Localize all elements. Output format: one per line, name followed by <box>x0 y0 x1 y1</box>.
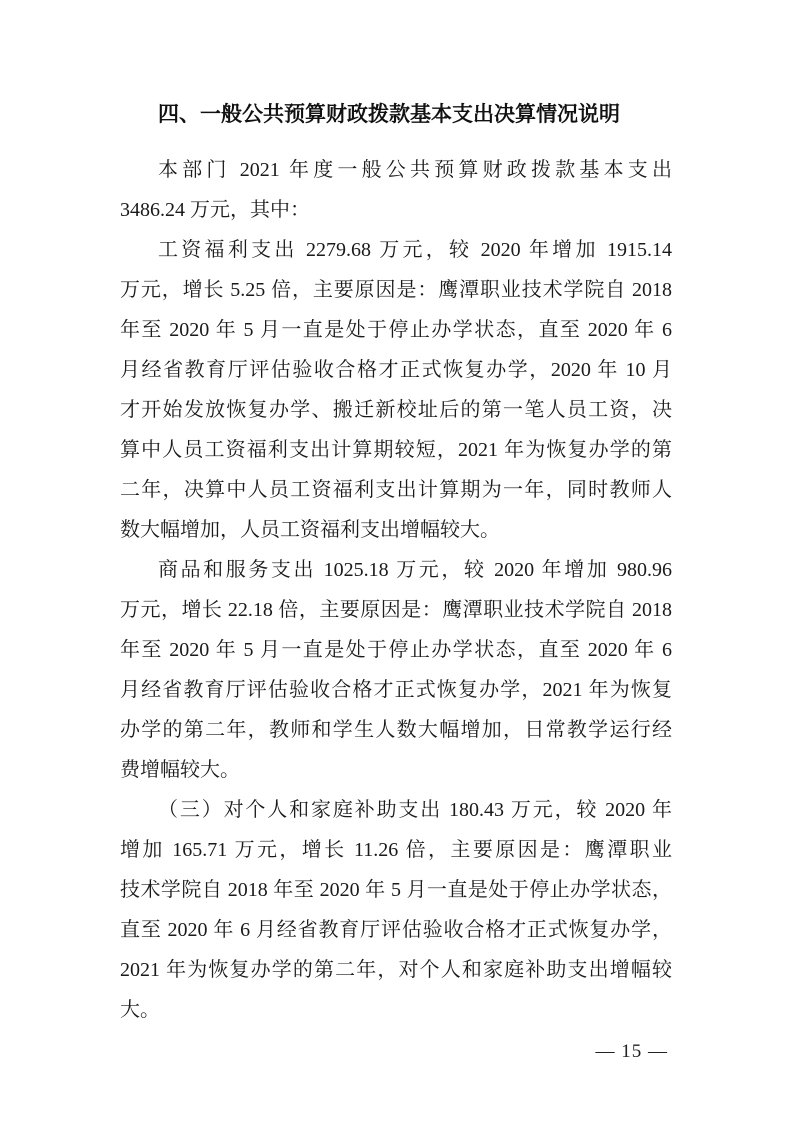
text-line: 2021 年为恢复办学的第二年，对个人和家庭补助支出增幅较 <box>120 959 672 981</box>
text-line: 本部门 2021 年度一般公共预算财政拨款基本支出 <box>158 159 672 181</box>
text-line: 数大幅增加，人员工资福利支出增幅较大。 <box>120 519 500 541</box>
text-line: 办学的第二年，教师和学生人数大幅增加，日常教学运行经 <box>120 719 672 741</box>
text-line: （三）对个人和家庭补助支出 180.43 万元，较 2020 年 <box>158 799 672 821</box>
text-line: 直至 2020 年 6 月经省教育厅评估验收合格才正式恢复办学， <box>120 919 672 941</box>
text-line: 才开始发放恢复办学、搬迁新校址后的第一笔人员工资，决 <box>120 399 672 421</box>
text-line: 二年，决算中人员工资福利支出计算期为一年，同时教师人 <box>120 479 672 501</box>
text-line: 商品和服务支出 1025.18 万元，较 2020 年增加 980.96 <box>158 559 672 581</box>
text-line: 技术学院自 2018 年至 2020 年 5 月一直是处于停止办学状态， <box>120 879 672 901</box>
text-line: 月经省教育厅评估验收合格才正式恢复办学，2020 年 10 月 <box>120 359 672 381</box>
text-line: 3486.24 万元，其中： <box>120 199 310 221</box>
text-line: 月经省教育厅评估验收合格才正式恢复办学，2021 年为恢复 <box>120 679 672 701</box>
page-number: — 15 — <box>595 1041 668 1062</box>
text-line: 万元，增长 22.18 倍，主要原因是：鹰潭职业技术学院自 2018 <box>120 599 672 621</box>
text-line: 年至 2020 年 5 月一直是处于停止办学状态，直至 2020 年 6 <box>120 639 672 661</box>
text-line: 增加 165.71 万元，增长 11.26 倍，主要原因是：鹰潭职业 <box>120 839 672 861</box>
section-heading: 四、一般公共预算财政拨款基本支出决算情况说明 <box>158 103 620 126</box>
text-line: 大。 <box>120 999 160 1021</box>
text-line: 年至 2020 年 5 月一直是处于停止办学状态，直至 2020 年 6 <box>120 319 672 341</box>
text-line: 工资福利支出 2279.68 万元，较 2020 年增加 1915.14 <box>158 239 672 261</box>
text-line: 万元，增长 5.25 倍，主要原因是：鹰潭职业技术学院自 2018 <box>120 279 672 301</box>
text-line: 费增幅较大。 <box>120 759 240 781</box>
text-line: 算中人员工资福利支出计算期较短，2021 年为恢复办学的第 <box>120 439 672 461</box>
document-body <box>120 150 672 1030</box>
